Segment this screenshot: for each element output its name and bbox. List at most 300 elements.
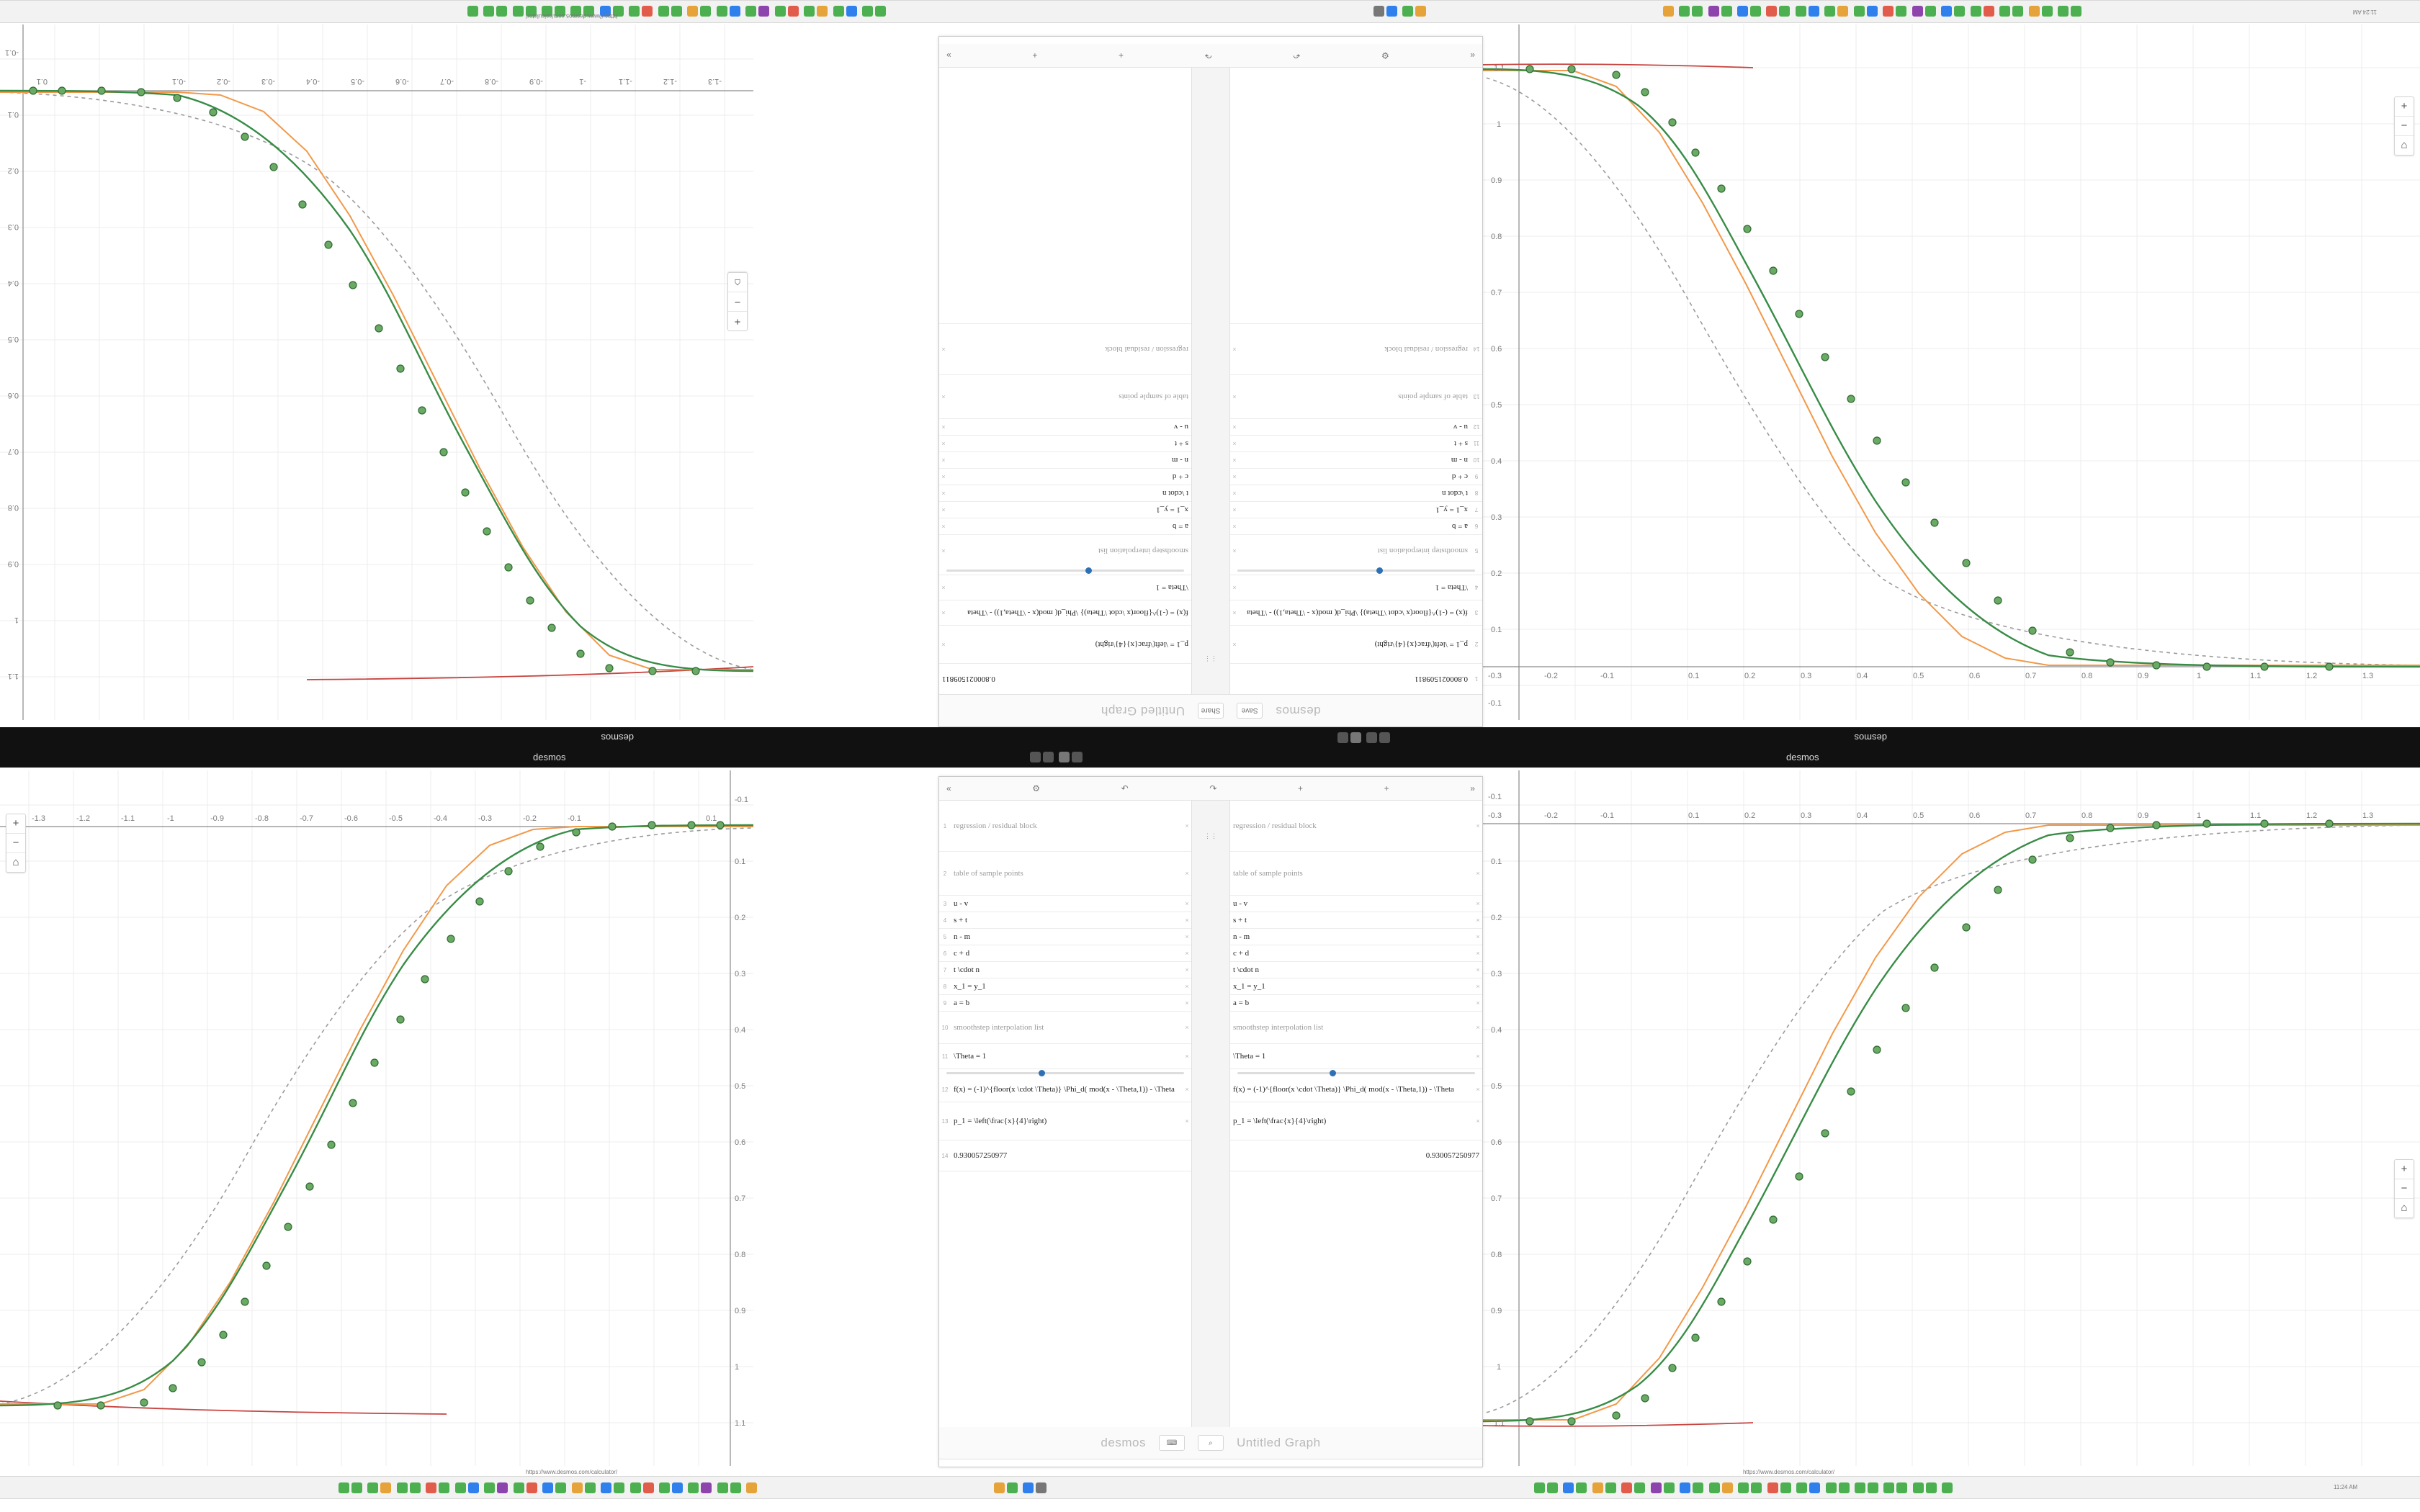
- svg-text:1.1: 1.1: [1494, 64, 1505, 73]
- graph-pane-top-right[interactable]: [1479, 24, 2420, 720]
- delete-icon[interactable]: ×: [1232, 523, 1237, 530]
- taskbar-top-clock: 11:24 AM: [2352, 9, 2377, 15]
- svg-text:-1.1: -1.1: [121, 814, 135, 823]
- svg-text:0.4: 0.4: [1857, 672, 1868, 680]
- expression-column-right-b[interactable]: [1230, 801, 1482, 1427]
- expr-point[interactable]: 2 p_1 = \left(\frac{x}{4}\right) ×: [1230, 625, 1482, 663]
- expr-note[interactable]: 1 regression / residual block ×: [939, 801, 1191, 852]
- zoom-out-icon[interactable]: −: [728, 292, 747, 311]
- keyboard-button[interactable]: ⌨: [1159, 1435, 1185, 1451]
- zoom-out-icon[interactable]: −: [2395, 1179, 2414, 1199]
- svg-text:0.8: 0.8: [1491, 233, 1502, 241]
- desmos-app-top[interactable]: [938, 36, 1483, 727]
- expr-theta[interactable]: [1230, 1044, 1482, 1069]
- theta-slider-b2[interactable]: [1230, 1072, 1482, 1074]
- expr-row[interactable]: 7 x_1 = y_1 ×: [1230, 501, 1482, 518]
- expr-row[interactable]: 5 n - m ×: [939, 929, 1191, 945]
- svg-text:-0.4: -0.4: [306, 77, 320, 86]
- expr-latex: a = b: [1451, 522, 1468, 531]
- delete-icon[interactable]: ×: [941, 609, 946, 616]
- expr-latex: \Theta = 1: [1435, 583, 1468, 592]
- add-expression-icon-b2[interactable]: +: [1384, 783, 1389, 793]
- svg-text:0.8: 0.8: [1491, 1251, 1502, 1259]
- svg-text:-1: -1: [167, 814, 174, 823]
- delete-icon[interactable]: ×: [941, 440, 946, 447]
- expr-function[interactable]: [1230, 1077, 1482, 1102]
- expr-row[interactable]: [939, 518, 1191, 534]
- svg-text:0.2: 0.2: [1744, 672, 1756, 680]
- svg-text:1.2: 1.2: [2306, 811, 2318, 820]
- svg-text:0.6: 0.6: [1491, 1138, 1502, 1147]
- expr-row[interactable]: 8 t \cdot n ×: [1230, 485, 1482, 501]
- graph-canvas-bl: [0, 770, 753, 1466]
- svg-text:-0.8: -0.8: [485, 77, 498, 86]
- delete-icon[interactable]: ×: [1232, 641, 1237, 648]
- svg-text:0.3: 0.3: [1491, 513, 1502, 522]
- svg-text:0.1: 0.1: [1491, 858, 1502, 866]
- delete-icon[interactable]: ×: [1232, 393, 1237, 400]
- add-expression-icon-b[interactable]: +: [1298, 783, 1304, 793]
- graph-controls-tr[interactable]: [2394, 96, 2414, 156]
- delete-icon[interactable]: ×: [1476, 1086, 1480, 1093]
- svg-text:-0.9: -0.9: [210, 814, 224, 823]
- taskbar-bottom-app-icons[interactable]: [339, 1482, 759, 1495]
- delete-icon[interactable]: ×: [1476, 1117, 1480, 1125]
- home-icon[interactable]: ⌂: [12, 856, 19, 868]
- svg-text:1: 1: [1497, 1363, 1502, 1372]
- taskbar-bottom-clock: 11:24 AM: [2334, 1484, 2358, 1490]
- svg-text:0.6: 0.6: [735, 1138, 746, 1147]
- expr-row[interactable]: [939, 435, 1191, 451]
- svg-text:1.2: 1.2: [2306, 672, 2318, 680]
- svg-text:0.1: 0.1: [735, 858, 746, 866]
- expr-row[interactable]: 3 u - v ×: [939, 896, 1191, 912]
- graph-pane-bottom-left[interactable]: [0, 770, 753, 1466]
- expr-row[interactable]: [1230, 945, 1482, 962]
- url-bar-right[interactable]: https://www.desmos.com/calculator/: [1743, 1469, 1835, 1475]
- svg-text:1.1: 1.1: [2250, 811, 2262, 820]
- taskbar-top-app-icons[interactable]: [1661, 4, 2081, 17]
- delete-icon[interactable]: ×: [941, 456, 946, 464]
- graph-canvas-br: [1479, 770, 2420, 1466]
- expr-row[interactable]: 4 s + t ×: [939, 912, 1191, 929]
- expr-latex: s + t: [954, 916, 968, 924]
- zoom-out-icon[interactable]: −: [6, 834, 25, 853]
- expr-latex: x_1 = y_1: [954, 982, 986, 991]
- expr-row[interactable]: [1230, 978, 1482, 995]
- delete-icon[interactable]: ×: [1476, 983, 1480, 990]
- delete-icon[interactable]: ×: [1185, 999, 1189, 1007]
- delete-icon[interactable]: ×: [1476, 1053, 1480, 1060]
- svg-text:1.3: 1.3: [2362, 811, 2374, 820]
- expand-icon[interactable]: »: [946, 50, 951, 60]
- expr-theta[interactable]: [939, 575, 1191, 600]
- expr-latex: f(x) = (-1)^{floor(x \cdot \Theta)} \Phi_d( mod(x - \Theta,1)) - \Theta: [967, 608, 1188, 617]
- expr-row[interactable]: [939, 451, 1191, 468]
- delete-icon[interactable]: ×: [941, 547, 946, 554]
- svg-text:0.9: 0.9: [735, 1307, 746, 1315]
- expr-theta[interactable]: 11 \Theta = 1 ×: [939, 1044, 1191, 1069]
- expr-latex: c + d: [1233, 949, 1250, 958]
- svg-text:0.2: 0.2: [7, 166, 19, 175]
- svg-text:1: 1: [1497, 120, 1502, 129]
- zoom-in-icon[interactable]: +: [2395, 1160, 2414, 1179]
- svg-text:0.5: 0.5: [1491, 401, 1502, 410]
- svg-text:1.1: 1.1: [2250, 672, 2262, 680]
- svg-text:0.9: 0.9: [2138, 811, 2149, 820]
- delete-icon[interactable]: ×: [1185, 917, 1189, 924]
- delete-icon[interactable]: ×: [1185, 900, 1189, 907]
- svg-text:-0.1: -0.1: [5, 48, 19, 57]
- collapse-icon[interactable]: «: [1470, 50, 1475, 60]
- delete-icon[interactable]: ×: [1185, 966, 1189, 973]
- titlebar-center-controls-lower[interactable]: [1030, 751, 1085, 764]
- expr-function[interactable]: 3 f(x) = (-1)^{floor(x \cdot \Theta)} \Phi_d( mod(x - \Theta,1)) - \Theta ×: [1230, 600, 1482, 625]
- delete-icon[interactable]: ×: [1185, 1117, 1189, 1125]
- expr-row[interactable]: [939, 501, 1191, 518]
- expr-latex: regression / residual block: [954, 822, 1037, 830]
- svg-text:0.1: 0.1: [1491, 626, 1502, 634]
- delete-icon[interactable]: ×: [1476, 822, 1480, 829]
- delete-icon[interactable]: ×: [1185, 950, 1189, 957]
- delete-icon[interactable]: ×: [941, 346, 946, 353]
- svg-text:0.4: 0.4: [735, 1026, 746, 1035]
- theta-slider[interactable]: [1230, 570, 1482, 572]
- expr-latex: table of sample points: [1233, 869, 1303, 878]
- svg-text:0.5: 0.5: [735, 1082, 746, 1091]
- expr-row[interactable]: 8 x_1 = y_1 ×: [939, 978, 1191, 995]
- gear-icon[interactable]: ⚙: [1381, 50, 1389, 60]
- svg-text:0.9: 0.9: [1491, 176, 1502, 185]
- svg-text:-0.2: -0.2: [523, 814, 537, 823]
- expr-latex: t \cdot n: [1441, 489, 1468, 498]
- svg-text:0.1: 0.1: [706, 814, 717, 823]
- delete-icon[interactable]: ×: [1476, 900, 1480, 907]
- expr-latex: u - v: [1453, 423, 1468, 431]
- delete-icon[interactable]: ×: [1185, 822, 1189, 829]
- share-button[interactable]: Share: [1198, 703, 1224, 719]
- expr-point[interactable]: [1230, 1102, 1482, 1140]
- svg-text:-0.5: -0.5: [351, 77, 364, 86]
- expr-latex: t \cdot n: [1233, 966, 1260, 974]
- expr-point[interactable]: [939, 625, 1191, 663]
- expr-latex: regression / residual block: [1384, 345, 1468, 354]
- svg-text:1.1: 1.1: [735, 1419, 746, 1428]
- delete-icon[interactable]: ×: [1232, 473, 1237, 480]
- url-bar-left[interactable]: https://www.desmos.com/calculator/: [526, 1469, 618, 1475]
- delete-icon[interactable]: ×: [1232, 547, 1237, 554]
- expr-latex: smoothstep interpolation list: [1377, 546, 1468, 555]
- expr-latex: s + t: [1174, 439, 1188, 448]
- collapse-icon-b[interactable]: «: [946, 783, 951, 793]
- svg-text:0.2: 0.2: [1491, 914, 1502, 922]
- taskbar-bottom-tray-center[interactable]: [994, 1482, 1049, 1495]
- svg-text:-0.2: -0.2: [217, 77, 230, 86]
- expression-column-left-b[interactable]: [939, 801, 1191, 1427]
- expr-note[interactable]: 14 regression / residual block ×: [1230, 323, 1482, 374]
- svg-text:-0.1: -0.1: [1488, 793, 1502, 801]
- svg-text:-0.5: -0.5: [389, 814, 403, 823]
- delete-icon[interactable]: ×: [1476, 999, 1480, 1007]
- expr-table[interactable]: 13 table of sample points ×: [1230, 374, 1482, 418]
- zoom-out-icon[interactable]: −: [2395, 117, 2414, 136]
- result-value-bottom-right: 0.930057250977: [1425, 1151, 1479, 1160]
- svg-text:-0.2: -0.2: [1544, 811, 1558, 820]
- delete-icon[interactable]: ×: [941, 506, 946, 513]
- expr-latex: p_1 = \left(\frac{x}{4}\right): [1374, 640, 1468, 649]
- expr-latex: a = b: [954, 999, 970, 1007]
- expr-note[interactable]: [939, 323, 1191, 374]
- svg-text:0.4: 0.4: [7, 279, 19, 287]
- svg-text:1: 1: [2197, 811, 2202, 820]
- undo-icon[interactable]: ↶: [1293, 50, 1301, 60]
- expr-list[interactable]: [1230, 1012, 1482, 1044]
- add-expression-icon[interactable]: +: [1118, 50, 1124, 60]
- expr-latex: f(x) = (-1)^{floor(x \cdot \Theta)} \Phi_d( mod(x - \Theta,1)) - \Theta: [954, 1085, 1175, 1094]
- svg-text:0.4: 0.4: [1491, 457, 1502, 466]
- graph-pane-top-left[interactable]: [0, 24, 753, 720]
- expr-row[interactable]: 9 c + d ×: [1230, 468, 1482, 485]
- expr-latex: t \cdot n: [954, 966, 980, 974]
- svg-text:0.6: 0.6: [1969, 672, 1981, 680]
- delete-icon[interactable]: ×: [1476, 1024, 1480, 1031]
- expr-latex: p_1 = \left(\frac{x}{4}\right): [1095, 640, 1188, 649]
- svg-text:0.3: 0.3: [7, 222, 19, 231]
- expr-row[interactable]: 6 a = b ×: [1230, 518, 1482, 534]
- taskbar-bottom-app-icons-right[interactable]: [1534, 1482, 1955, 1495]
- svg-text:-0.8: -0.8: [255, 814, 269, 823]
- delete-icon[interactable]: ×: [941, 641, 946, 648]
- expr-list[interactable]: [939, 534, 1191, 567]
- expr-latex: regression / residual block: [1233, 822, 1317, 830]
- delete-icon[interactable]: ×: [1232, 456, 1237, 464]
- svg-text:0.6: 0.6: [1969, 811, 1981, 820]
- delete-icon[interactable]: ×: [1476, 966, 1480, 973]
- home-icon[interactable]: ⌂: [2401, 1202, 2408, 1214]
- window-title-right-2: desmos: [1786, 752, 1819, 762]
- delete-icon[interactable]: ×: [941, 490, 946, 497]
- graph-controls-bl[interactable]: [6, 814, 26, 873]
- delete-icon[interactable]: ×: [1185, 933, 1189, 940]
- desmos-footer-logo-bottom[interactable]: [939, 1427, 1482, 1459]
- expr-latex: n - m: [954, 932, 971, 941]
- zoom-fit-button[interactable]: ⌕: [1198, 1435, 1224, 1451]
- svg-text:-1.1: -1.1: [619, 77, 632, 86]
- expr-latex: regression / residual block: [1105, 345, 1188, 354]
- svg-text:0.1: 0.1: [1688, 672, 1700, 680]
- expand-icon-b[interactable]: »: [1470, 783, 1475, 793]
- delete-icon[interactable]: ×: [1232, 346, 1237, 353]
- expr-latex: s + t: [1233, 916, 1247, 924]
- expr-latex: table of sample points: [954, 869, 1023, 878]
- expr-table[interactable]: 2 table of sample points ×: [939, 852, 1191, 896]
- save-button[interactable]: Save: [1237, 703, 1263, 719]
- svg-text:0.3: 0.3: [735, 970, 746, 978]
- svg-text:0.5: 0.5: [1913, 672, 1924, 680]
- expr-table[interactable]: [939, 374, 1191, 418]
- desmos-footer-top[interactable]: [939, 44, 1482, 68]
- expr-row[interactable]: [1230, 929, 1482, 945]
- expr-table[interactable]: [1230, 852, 1482, 896]
- window-title-right: desmos: [601, 732, 634, 743]
- delete-icon[interactable]: ×: [1476, 870, 1480, 877]
- taskbar-top-tray-center[interactable]: [1371, 4, 1426, 17]
- svg-text:0.7: 0.7: [2025, 811, 2037, 820]
- expr-row[interactable]: 12 u - v ×: [1230, 418, 1482, 435]
- svg-text:-0.3: -0.3: [478, 814, 492, 823]
- svg-text:0.9: 0.9: [1491, 1307, 1502, 1315]
- expr-list[interactable]: 5 smoothstep interpolation list ×: [1230, 534, 1482, 567]
- svg-text:-1: -1: [579, 77, 586, 86]
- expression-column-right[interactable]: [939, 68, 1191, 694]
- expr-latex: smoothstep interpolation list: [954, 1023, 1044, 1032]
- zoom-in-icon[interactable]: +: [6, 814, 25, 834]
- delete-icon[interactable]: ×: [1476, 917, 1480, 924]
- svg-text:0.2: 0.2: [1491, 570, 1502, 578]
- svg-text:-0.6: -0.6: [344, 814, 358, 823]
- expr-row[interactable]: [1230, 962, 1482, 978]
- theta-slider-right[interactable]: [939, 570, 1191, 572]
- svg-text:0.4: 0.4: [1491, 1026, 1502, 1035]
- expr-theta[interactable]: 4 \Theta = 1 ×: [1230, 575, 1482, 600]
- expr-latex: table of sample points: [1119, 392, 1188, 401]
- delete-icon[interactable]: ×: [1476, 950, 1480, 957]
- home-icon[interactable]: ⌂: [2401, 139, 2408, 151]
- expr-latex: u - v: [1233, 899, 1248, 908]
- expr-latex: smoothstep interpolation list: [1233, 1023, 1324, 1032]
- delete-icon[interactable]: ×: [941, 584, 946, 591]
- expr-latex: \Theta = 1: [954, 1052, 987, 1061]
- svg-text:0.7: 0.7: [1491, 1194, 1502, 1203]
- expr-list[interactable]: 10 smoothstep interpolation list ×: [939, 1012, 1191, 1044]
- expr-latex: x_1 = y_1: [1435, 505, 1468, 514]
- gear-icon-b[interactable]: ⚙: [1032, 783, 1041, 793]
- expr-function[interactable]: 12 f(x) = (-1)^{floor(x \cdot \Theta)} \Phi_d( mod(x - \Theta,1)) - \Theta ×: [939, 1077, 1191, 1102]
- expr-row[interactable]: [939, 468, 1191, 485]
- expr-row[interactable]: 6 c + d ×: [939, 945, 1191, 962]
- svg-text:0.8: 0.8: [2081, 811, 2093, 820]
- graph-controls-tl[interactable]: [727, 272, 748, 331]
- expr-latex: table of sample points: [1398, 392, 1468, 401]
- result-value-bottom-left: 0.930057250977: [954, 1151, 1008, 1160]
- delete-icon[interactable]: ×: [1232, 506, 1237, 513]
- taskbar-bottom[interactable]: [0, 1476, 2420, 1499]
- expr-latex: p_1 = \left(\frac{x}{4}\right): [1233, 1117, 1327, 1125]
- delete-icon[interactable]: ×: [941, 423, 946, 431]
- zoom-in-icon[interactable]: +: [2395, 97, 2414, 117]
- svg-text:-0.1: -0.1: [1488, 699, 1502, 708]
- expr-row[interactable]: [1230, 896, 1482, 912]
- delete-icon[interactable]: ×: [1232, 584, 1237, 591]
- expr-note[interactable]: [1230, 801, 1482, 852]
- svg-text:0.8: 0.8: [7, 503, 19, 512]
- svg-text:1.1: 1.1: [7, 672, 19, 680]
- redo-icon-b[interactable]: ↷: [1209, 783, 1217, 793]
- expression-column-left[interactable]: [1230, 68, 1482, 694]
- delete-icon[interactable]: ×: [1232, 609, 1237, 616]
- keypad-strip-top[interactable]: ⋮⋮: [1191, 68, 1230, 694]
- desmos-app-bottom[interactable]: [938, 776, 1483, 1467]
- svg-text:0.3: 0.3: [1801, 672, 1812, 680]
- undo-icon-b[interactable]: ↶: [1121, 783, 1129, 793]
- svg-text:-0.6: -0.6: [395, 77, 409, 86]
- zoom-in-icon[interactable]: +: [728, 311, 747, 330]
- delete-icon[interactable]: ×: [941, 393, 946, 400]
- window-titlebar-lower[interactable]: [0, 747, 2420, 768]
- expr-latex: t \cdot n: [1162, 489, 1188, 498]
- expr-latex: f(x) = (-1)^{floor(x \cdot \Theta)} \Phi_d( mod(x - \Theta,1)) - \Theta: [1233, 1085, 1454, 1094]
- svg-text:-1.3: -1.3: [32, 814, 45, 823]
- desmos-toolbar-bottom[interactable]: [939, 777, 1482, 801]
- delete-icon[interactable]: ×: [1185, 870, 1189, 877]
- graph-controls-br[interactable]: [2394, 1159, 2414, 1218]
- expr-row[interactable]: [939, 418, 1191, 435]
- delete-icon[interactable]: ×: [1232, 490, 1237, 497]
- svg-text:-0.7: -0.7: [440, 77, 454, 86]
- delete-icon[interactable]: ×: [941, 473, 946, 480]
- expr-latex: c + d: [1451, 472, 1468, 481]
- delete-icon[interactable]: ×: [1185, 1086, 1189, 1093]
- home-icon[interactable]: ⌂: [734, 276, 741, 289]
- delete-icon[interactable]: ×: [1185, 983, 1189, 990]
- expr-row[interactable]: [1230, 995, 1482, 1012]
- window-titlebar-upper[interactable]: [0, 727, 2420, 747]
- add-expression-icon-2[interactable]: +: [1032, 50, 1038, 60]
- svg-text:0.7: 0.7: [7, 447, 19, 456]
- svg-text:-0.1: -0.1: [568, 814, 581, 823]
- titlebar-center-controls-upper[interactable]: [1335, 731, 1390, 744]
- expr-row[interactable]: 9 a = b ×: [939, 995, 1191, 1012]
- svg-text:-0.9: -0.9: [529, 77, 543, 86]
- expr-latex: s + t: [1453, 439, 1468, 448]
- expr-point[interactable]: 13 p_1 = \left(\frac{x}{4}\right) ×: [939, 1102, 1191, 1140]
- svg-text:1: 1: [14, 616, 19, 624]
- desmos-subtitle: Untitled Graph: [1101, 704, 1186, 718]
- svg-text:-0.1: -0.1: [1600, 672, 1614, 680]
- keypad-strip-bottom[interactable]: ⋮⋮: [1191, 801, 1230, 1427]
- expr-row[interactable]: [1230, 912, 1482, 929]
- graph-pane-bottom-right[interactable]: [1479, 770, 2420, 1466]
- expr-row[interactable]: 7 t \cdot n ×: [939, 962, 1191, 978]
- expr-function[interactable]: [939, 600, 1191, 625]
- svg-text:-0.1: -0.1: [735, 796, 748, 804]
- desmos-header-top[interactable]: [939, 694, 1482, 726]
- delete-icon[interactable]: ×: [941, 523, 946, 530]
- expr-latex: n - m: [1171, 456, 1188, 464]
- expr-latex: smoothstep interpolation list: [1098, 546, 1188, 555]
- expr-latex: n - m: [1233, 932, 1250, 941]
- svg-text:0.5: 0.5: [1913, 811, 1924, 820]
- expr-result-bottom: 14 0.930057250977: [939, 1140, 1191, 1171]
- theta-slider-b[interactable]: [939, 1072, 1191, 1074]
- expr-row[interactable]: [939, 485, 1191, 501]
- delete-icon[interactable]: ×: [1185, 1053, 1189, 1060]
- delete-icon[interactable]: ×: [1185, 1024, 1189, 1031]
- svg-text:0.9: 0.9: [2138, 672, 2149, 680]
- delete-icon[interactable]: ×: [1232, 440, 1237, 447]
- redo-icon[interactable]: ↷: [1204, 50, 1212, 60]
- expr-row[interactable]: 11 s + t ×: [1230, 435, 1482, 451]
- desmos-logo: desmos: [1276, 704, 1321, 718]
- svg-text:0.7: 0.7: [735, 1194, 746, 1203]
- taskbar-top[interactable]: [0, 0, 2420, 23]
- delete-icon[interactable]: ×: [1476, 933, 1480, 940]
- expr-row[interactable]: 10 n - m ×: [1230, 451, 1482, 468]
- expr-latex: c + d: [954, 949, 970, 958]
- svg-text:0.9: 0.9: [7, 559, 19, 568]
- url-bar-left-top[interactable]: https://www.desmos.com/calculator/: [526, 13, 618, 19]
- delete-icon[interactable]: ×: [1232, 423, 1237, 431]
